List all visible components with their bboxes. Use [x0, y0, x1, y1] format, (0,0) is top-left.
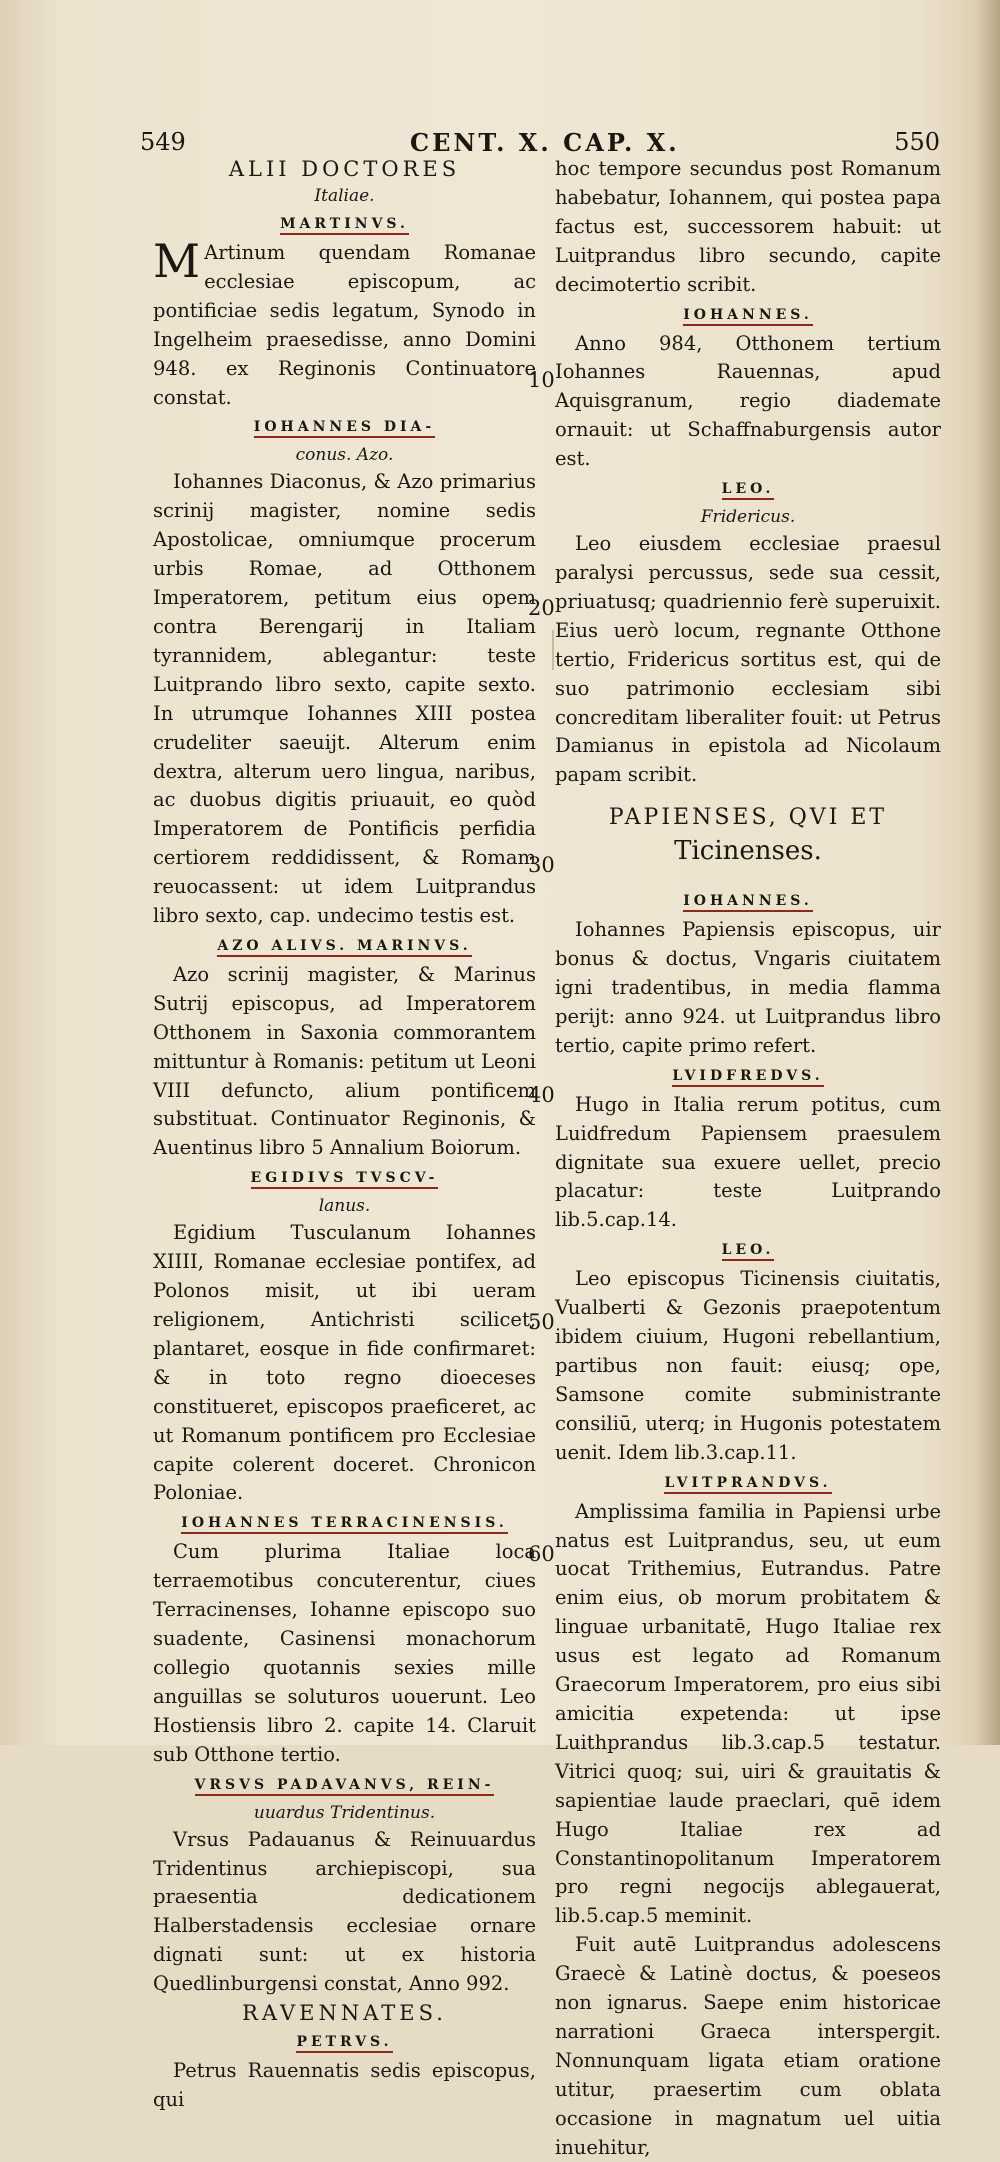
entry-text: Petrus Rauennatis sedis episcopus, qui [153, 2059, 536, 2111]
section-title: PAPIENSES, QVI ET [608, 805, 888, 831]
entry-heading: PETRVS. [153, 2027, 536, 2057]
line-number: 20 [528, 596, 555, 620]
entry-text: Cum plurima Italiae loca terraemotibus concuterentur, ciues Terracinenses, Iohanne episcopo suo suadente, Casinensi monachorum collegio quotannis sexies mille anguillas se soluturos uouerunt. Leo Hostiensis libro 2. capite 14. Claruit sub Otthone tertio. [153, 1540, 536, 1766]
entry-subheading: Fridericus. [700, 507, 796, 528]
entry-subheading: lanus. [318, 1196, 371, 1217]
section-subtitle: Italiae. [314, 186, 375, 206]
line-number: 40 [528, 1083, 555, 1107]
column-divider [552, 630, 554, 670]
entry-heading: LVIDFREDVS. [555, 1061, 941, 1091]
entry-heading: LVITPRANDVS. [555, 1468, 941, 1498]
entry-subheading: uuardus Tridentinus. [253, 1802, 436, 1823]
entry-heading: AZO ALIVS. MARINVS. [153, 931, 536, 961]
entry-text: Vrsus Padauanus & Reinuuardus Tridentinus archiepiscopi, sua praesentia dedicationem Halberstadensis ecclesiae ornare dignati sunt: ut ex historia Quedlinburgensi constat, Anno 992. [153, 1827, 536, 1996]
entry-heading: IOHANNES. [555, 886, 941, 916]
entry-text: Hugo in Italia rerum potitus, cum Luidfredum Papiensem praesulem dignitate sua exuere uellet, precio placatur: teste Luitprando lib.5.cap.14. [555, 1092, 941, 1232]
section-title: ALII DOCTORES [228, 157, 461, 181]
line-number: 60 [528, 1542, 555, 1566]
entry-text: Leo eiusdem ecclesiae praesul paralysi percussus, sede sua cessit, priuatusq; quadriennio ferè superuixit. Eius uerò locum, regnante Otthone tertio, Fridericus sortitus est, qui de suo patrimonio ecclesiam sibi concreditam liberaliter fouit: ut Petrus Damianus in epistola ad Nicolaum papam scribit. [555, 532, 941, 787]
entry-heading: MARTINVS. [153, 209, 536, 239]
right-column [555, 155, 941, 2162]
left-column [153, 155, 536, 2115]
line-number: 50 [528, 1310, 555, 1334]
running-title: CENT. X. CAP. X. [410, 128, 680, 157]
entry-text: Fuit autē Luitprandus adolescens Graecè & Latinè doctus, & poeseos non ignarus. Saepe enim historicae narrationi Graeca interspergit. Nonnunquam ligata etiam oratione utitur, praesertim cum oblata occasione in magnatum uel uitia inuehitur, [555, 1933, 941, 2159]
entry-text: Egidium Tusculanum Iohannes XIIII, Romanae ecclesiae pontifex, ad Polonos misit, ut ibi ueram religionem, Antichristi scilicet, plantaret, eosque in fide confirmaret: & in toto regno dioeceses constitueret, episcopos praeficeret, ac ut Romanum pontificem pro Ecclesiae capite colerent doceret. Chronicon Poloniae. [153, 1221, 536, 1505]
section-title: RAVENNATES. [242, 2001, 447, 2026]
entry-text: Amplissima familia in Papiensi urbe natus est Luitprandus, seu, ut eum uocat Trithemius, Eutrandus. Patre enim eius, ob morum probitatem & linguae urbanitatē, Hugo Italiae rex usus est legato ad Romanum Graecorum Imperatorem, pro eius sibi amicitia expetenda: ut ipse Luithprandus lib.3.cap.5 testatur. Vitrici quoq; sui, uiri & grauitatis & sapientiae laude praeclari, quē idem Hugo Italiae rex ad Constantinopolitanum Imperatorem pro regni negocijs ablegauerat, lib.5.cap.5 meminit. [555, 1499, 941, 1928]
drop-capital: M [153, 234, 201, 288]
line-number: 30 [528, 853, 555, 877]
page-spine-shadow [974, 0, 1000, 1745]
line-number: 10 [528, 368, 555, 392]
entry-heading: IOHANNES TERRACINENSIS. [153, 1508, 536, 1538]
entry-text: Leo episcopus Ticinensis ciuitatis, Vualberti & Gezonis praepotentum ibidem ciuium, Hugoni rebellantium, partibus non fauit: eiusq; ope, Samsone comite subministrante consiliū, uterq; in Hugonis potestatem uenit. Idem lib.3.cap.11. [555, 1267, 941, 1464]
entry-text: Azo scrinij magister, & Marinus Sutrij episcopus, ad Imperatorem Otthonem in Saxonia commorantem mittuntur à Romanis: petitum ut Leoni VIII defuncto, alium pontificem substituat. Continuator Reginonis, & Auentinus libro 5 Annalium Boiorum. [153, 962, 536, 1160]
entry-text: Iohannes Papiensis episcopus, uir bonus & doctus, Vngaris ciuitatem igni tradentibus, in media flamma perijt: anno 924. ut Luitprandus libro tertio, capite primo refert. [555, 918, 941, 1057]
entry-heading: LEO. [555, 474, 941, 504]
entry-text: hoc tempore secundus post Romanum habebatur, Iohannem, qui postea papa factus est, successorem habuit: ut Luitprandus libro secundo, capite decimotertio scribit. [555, 157, 941, 296]
entry-text: Anno 984, Otthonem tertium Iohannes Rauennas, apud Aquisgranum, regio diademate ornauit: ut Schaffnaburgensis autor est. [555, 331, 941, 471]
entry-heading: VRSVS PADAVANVS, REIN- [153, 1770, 536, 1800]
entry-heading: LEO. [555, 1235, 941, 1265]
entry-text: M Artinum quendam Romanae ecclesiae episcopum, ac pontificiae sedis legatum, Synodo in Ingelheim praesedisse, anno Domini 948. ex Reginonis Continuatore constat. [153, 234, 536, 409]
entry-text: Iohannes Diaconus, & Azo primarius scrinij magister, nomine sedis Apostolicae, omniumque procerum urbis Romae, ad Otthonem Imperatorem, petitum eius opem contra Berengarij in Italiam tyrannidem, ablegantur: teste Luitprando libro sexto, capite sexto. In utrumque Iohannes XIII postea crudeliter saeuijt. Alterum enim dextra, alterum uero lingua, naribus, ac duobus digitis priuauit, eo quòd Imperatorem de Pontificis perfidia certiorem reddidissent, & Romam reuocassent: ut idem Luitprandus libro sexto, cap. undecimo testis est. [153, 470, 536, 928]
section-subtitle: Ticinenses. [674, 836, 822, 867]
entry-subheading: conus. Azo. [295, 445, 394, 466]
page-number-left: 549 [140, 128, 186, 156]
entry-heading: IOHANNES DIA- [153, 412, 536, 442]
page-number-right: 550 [894, 128, 940, 156]
entry-heading: IOHANNES. [555, 300, 941, 330]
entry-heading: EGIDIVS TVSCV- [153, 1163, 536, 1193]
